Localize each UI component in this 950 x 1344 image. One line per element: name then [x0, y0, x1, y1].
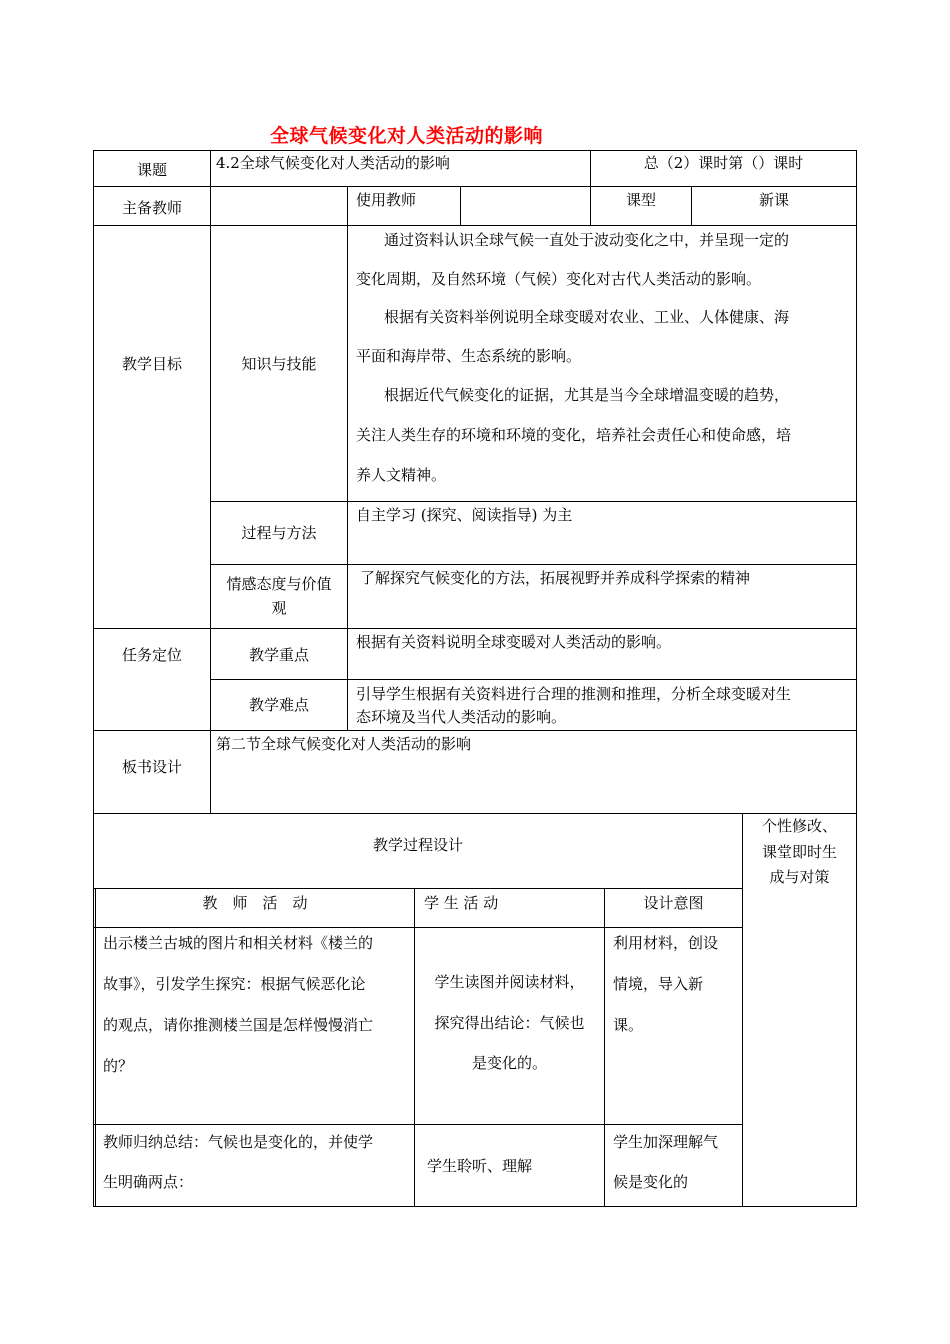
emotion-label-line1: 情感态度与价值 — [226, 575, 332, 593]
process-value: 自主学习 (探究、阅读指导) 为主 — [356, 506, 573, 524]
teacher-activity-line: 生明确两点： — [103, 1173, 194, 1191]
knowledge-line: 变化周期，及自然环境（气候）变化对古代人类活动的影响。 — [356, 270, 762, 288]
lead-teacher-label: 主备教师 — [121, 199, 182, 217]
document-title: 全球气候变化对人类活动的影响 — [270, 125, 544, 147]
personal-note-header: 成与对策 — [769, 868, 830, 886]
teacher-activity-line: 教师归纳总结：气候也是变化的，并使学 — [103, 1133, 374, 1151]
knowledge-line: 通过资料认识全球气候一直处于波动变化之中，并呈现一定的 — [384, 231, 790, 249]
teacher-activity-line: 出示楼兰古城的图片和相关材料《楼兰的 — [103, 934, 374, 952]
teacher-activity-line: 的？ — [103, 1057, 134, 1075]
student-activity-line: 学生读图并阅读材料， — [434, 973, 585, 991]
design-intent-line: 情境，导入新 — [613, 975, 704, 993]
design-intent-line: 课。 — [613, 1016, 644, 1034]
teacher-activity-line: 故事》，引发学生探究：根据气候恶化论 — [103, 975, 366, 993]
difficult-point-label: 教学难点 — [248, 696, 309, 714]
board-label: 板书设计 — [121, 758, 182, 776]
tasks-label: 任务定位 — [121, 646, 182, 664]
topic-value: 4.2全球气候变化对人类活动的影响 — [216, 154, 450, 172]
period-info: 总（2）课时第（）课时 — [643, 154, 804, 172]
design-intent-line: 学生加深理解气 — [613, 1133, 719, 1151]
knowledge-line: 根据近代气候变化的证据，尤其是当今全球增温变暖的趋势， — [384, 386, 790, 404]
student-activity-line: 是变化的。 — [471, 1054, 547, 1072]
student-activity-line: 学生聆听、理解 — [427, 1157, 533, 1175]
process-label: 过程与方法 — [241, 524, 317, 542]
knowledge-line: 关注人类生存的环境和环境的变化，培养社会责任心和使命感，培 — [356, 426, 792, 444]
objectives-label: 教学目标 — [121, 355, 182, 373]
knowledge-label: 知识与技能 — [241, 355, 317, 373]
emotion-value: 了解探究气候变化的方法，拓展视野并养成科学探索的精神 — [360, 569, 751, 587]
topic-label: 课题 — [136, 161, 167, 179]
process-design-label: 教学过程设计 — [372, 836, 463, 854]
knowledge-line: 养人文精神。 — [356, 466, 447, 484]
design-intent-header: 设计意图 — [643, 894, 704, 912]
knowledge-line: 根据有关资料举例说明全球变暖对农业、工业、人体健康、海 — [384, 308, 790, 326]
key-point-label: 教学重点 — [248, 646, 309, 664]
emotion-label-line2: 观 — [271, 599, 287, 617]
personal-note-header: 课堂即时生 — [761, 843, 837, 861]
student-activity-header: 学 生 活 动 — [424, 894, 499, 912]
key-point-value: 根据有关资料说明全球变暖对人类活动的影响。 — [356, 633, 672, 651]
lesson-type-value: 新课 — [758, 191, 789, 209]
lesson-type-label: 课型 — [625, 191, 656, 209]
student-activity-line: 探究得出结论：气候也 — [434, 1014, 585, 1032]
board-value: 第二节全球气候变化对人类活动的影响 — [216, 735, 472, 753]
design-intent-line: 利用材料，创设 — [613, 934, 719, 952]
teacher-activity-line: 的观点，请你推测楼兰国是怎样慢慢消亡 — [103, 1016, 374, 1034]
personal-note-header: 个性修改、 — [761, 817, 837, 835]
using-teacher-label: 使用教师 — [356, 191, 417, 209]
difficult-point-line: 引导学生根据有关资料进行合理的推测和推理，分析全球变暖对生 — [356, 685, 792, 703]
knowledge-line: 平面和海岸带、生态系统的影响。 — [356, 347, 582, 365]
design-intent-line: 候是变化的 — [613, 1173, 689, 1191]
difficult-point-line: 态环境及当代人类活动的影响。 — [356, 708, 567, 726]
teacher-activity-header: 教 师 活 动 — [202, 894, 308, 912]
